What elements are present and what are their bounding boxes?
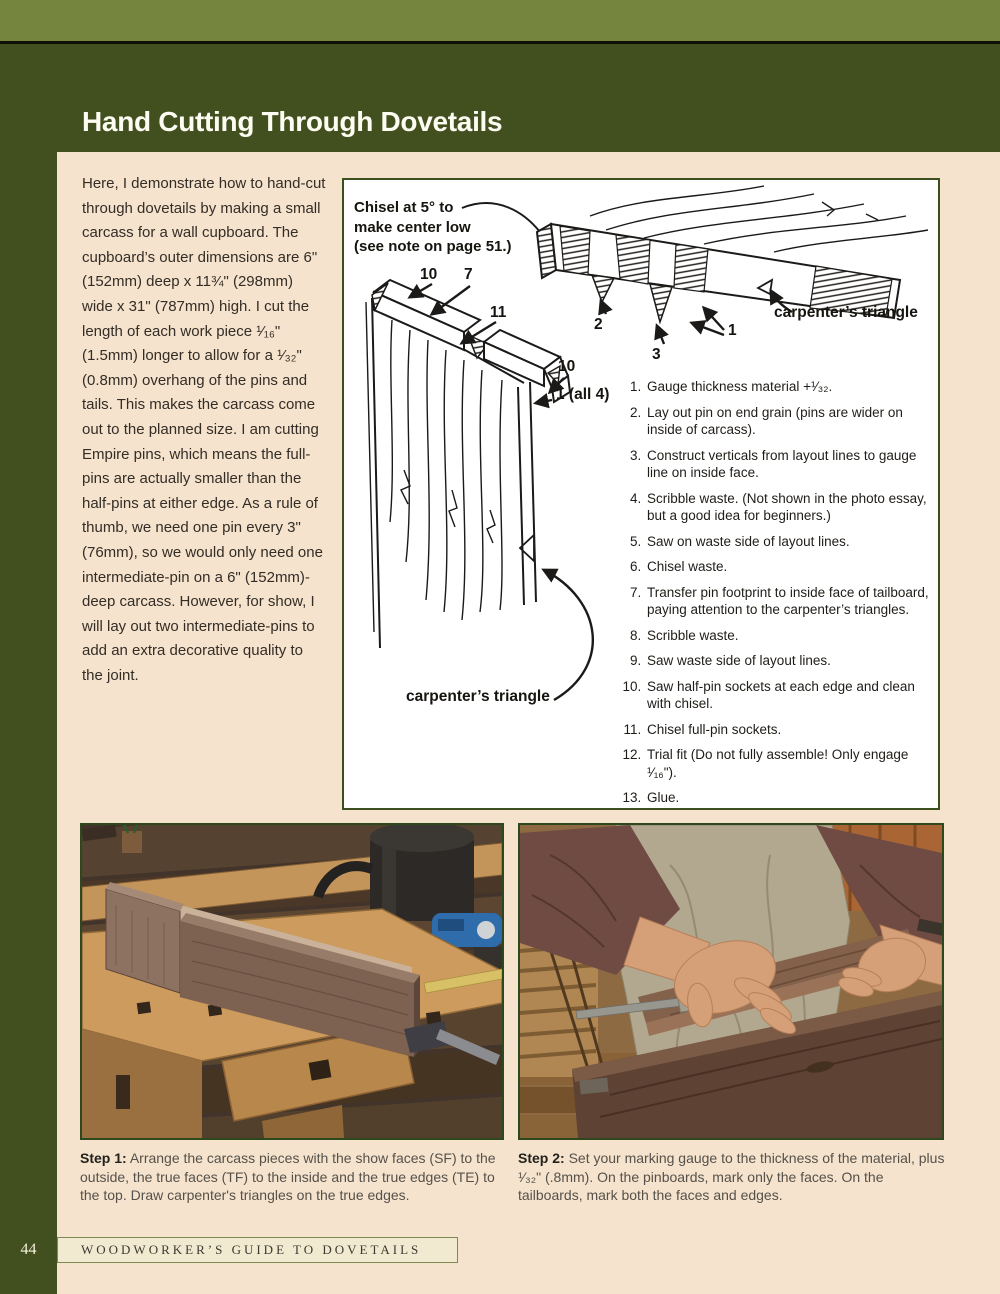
callout-11: 11 bbox=[490, 304, 507, 321]
photo-step1-illustration bbox=[82, 825, 502, 1138]
procedure-step: 5. Saw on waste side of layout lines. bbox=[645, 533, 932, 551]
footer-book-title: WOODWORKER’S GUIDE TO DOVETAILS bbox=[57, 1237, 458, 1263]
callout-7: 7 bbox=[464, 266, 473, 283]
procedure-step: 9. Saw waste side of layout lines. bbox=[645, 652, 932, 670]
caption-step2 bbox=[518, 1149, 946, 1205]
procedure-step: 2. Lay out pin on end grain (pins are wider on inside of carcass). bbox=[645, 404, 932, 439]
caption-step1-text: Arrange the carcass pieces with the show faces (SF) to the outside, the true faces (TF) to the inside and the true edges (TE) to the top. Draw carpenter's triangles on the true edges. bbox=[80, 1150, 496, 1203]
caption-step2-label: Step 2: bbox=[518, 1150, 565, 1166]
top-band bbox=[0, 0, 1000, 41]
procedure-step: 11. Chisel full-pin sockets. bbox=[645, 721, 932, 739]
title-band bbox=[0, 44, 1000, 152]
page-number: 44 bbox=[20, 1241, 37, 1258]
procedure-step: 8. Scribble waste. bbox=[645, 627, 932, 645]
procedure-step: 6. Chisel waste. bbox=[645, 558, 932, 576]
metal-hardware bbox=[579, 1078, 608, 1095]
caption-step1 bbox=[80, 1149, 506, 1205]
callout-1-all4: 1 (all 4) bbox=[556, 386, 610, 403]
chisel-note-label: Chisel at 5° to make center low (see note on page 51.) bbox=[354, 199, 512, 255]
left-sidebar bbox=[0, 44, 57, 1294]
carpenters-triangle-label-bottom: carpenter’s triangle bbox=[406, 688, 550, 705]
callout-10a: 10 bbox=[420, 266, 438, 283]
page-title: Hand Cutting Through Dovetails bbox=[82, 106, 503, 137]
callout-3: 3 bbox=[652, 346, 661, 363]
photo-step2 bbox=[518, 823, 944, 1140]
procedure-step: 4. Scribble waste. (Not shown in the photo essay, but a good idea for beginners.) bbox=[645, 490, 932, 525]
callout-1: 1 bbox=[728, 322, 737, 339]
procedure-step: 3. Construct verticals from layout lines to gauge line on inside face. bbox=[645, 447, 932, 482]
procedure-step: 12. Trial fit (Do not fully assemble! Only engage ¹⁄₁₆"). bbox=[645, 746, 932, 781]
procedure-step: 1. Gauge thickness material +¹⁄₃₂. bbox=[645, 378, 932, 396]
photo-step2-illustration bbox=[520, 825, 942, 1138]
photo-step1 bbox=[80, 823, 504, 1140]
procedure-step: 13. Glue. bbox=[645, 789, 932, 807]
procedure-step: 10. Saw half-pin sockets at each edge and clean with chisel. bbox=[645, 678, 932, 713]
callout-10b: 10 bbox=[558, 358, 576, 375]
pinboard-drawing bbox=[537, 186, 928, 322]
caption-step1-label: Step 1: bbox=[80, 1150, 127, 1166]
caption-step2-text: Set your marking gauge to the thickness of the material, plus ¹⁄₃₂" (.8mm). On the pinboards, mark only the faces. On the tailboards, mark both the faces and edges. bbox=[518, 1150, 945, 1203]
intro-paragraph: Here, I demonstrate how to hand-cut through dovetails by making a small carcass for a wall cupboard. The cupboard’s outer dimensions are 6" (152mm) deep x 11¾" (298mm) wide x 31" (787mm) high. I cut the length of each work piece ¹⁄₁₆" (1.5mm) longer to allow for a ¹⁄₃₂" (0.8mm) overhang of the pins and tails. This makes the carcass come out to the planned size. I am cutting Empire pins, which means the full-pins are actually smaller than the half-pins at either edge. As a rule of thumb, we need one pin every 3" (76mm), so we would only need one intermediate-pin on a 6" (152mm)-deep carcass. However, for show, I will lay out two intermediate-pins to add an extra decorative quality to the joint. bbox=[82, 175, 326, 684]
procedure-step: 7. Transfer pin footprint to inside face of tailboard, paying attention to the carpenter’s triangles. bbox=[645, 584, 932, 619]
carpenters-triangle-label-top: carpenter’s triangle bbox=[774, 304, 918, 321]
procedure-list bbox=[620, 378, 932, 815]
callout-2: 2 bbox=[594, 316, 603, 333]
diagram-panel bbox=[342, 178, 940, 810]
tailboard-drawing bbox=[366, 280, 570, 648]
